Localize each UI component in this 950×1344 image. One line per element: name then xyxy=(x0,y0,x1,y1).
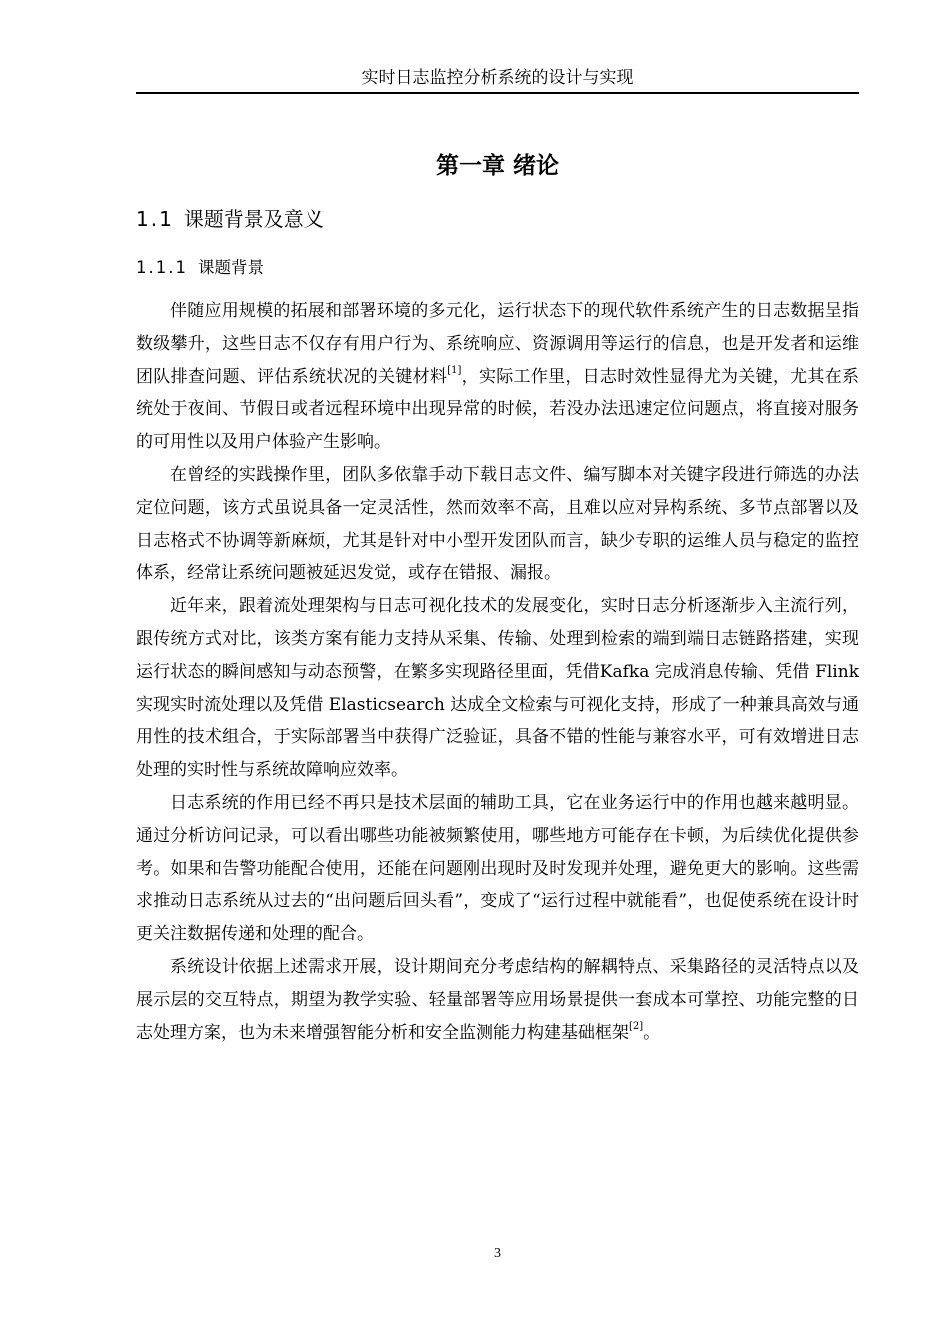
citation-ref[interactable]: [2] xyxy=(629,1020,644,1032)
section-number: 1.1 xyxy=(136,207,174,231)
paragraph-text: 伴随应用规模的拓展和部署环境的多元化，运行状态下的现代软件系统产生的日志数据呈指数级攀升，这些日志不仅存有用户行为、系统响应、资源调用等运行的信息，也是开发者和运维团队排查问题、评估系统状况的关键材料 xyxy=(136,301,859,387)
citation-ref[interactable]: [1] xyxy=(447,364,462,376)
paragraph-4: 日志系统的作用已经不再只是技术层面的辅助工具，它在业务运行中的作用也越来越明显。通过分析访问记录，可以看出哪些功能被频繁使用，哪些地方可能存在卡顿，为后续优化提供参考。如果和告警功能配合使用，还能在问题刚出现时及时发现并处理，避免更大的影响。这些需求推动日志系统从过去的“出问题后回头看”，变成了“运行过程中就能看”，也促使系统在设计时更关注数据传递和处理的配合。 xyxy=(136,792,859,945)
subsection-heading xyxy=(136,256,264,280)
paragraph-3: 近年来，跟着流处理架构与日志可视化技术的发展变化，实时日志分析逐渐步入主流行列，跟传统方式对比，该类方案有能力支持从采集、传输、处理到检索的端到端日志链路搭建，实现运行状态的瞬间感知与动态预警，在繁多实现路径里面，凭借Kafka 完成消息传输、凭借 Flink 实现实时流处理以及凭借 Elasticsearch 达成全文检索与可视化支持，形成了一种兼具高效与通用性的技术组合，于实际部署当中获得广泛验证，具备不错的性能与兼容水平，可有效增进日志处理的实时性与系统故障响应效率。 xyxy=(136,596,859,781)
paragraph-text: 。 xyxy=(643,1022,661,1043)
chapter-title: 第一章 绪论 xyxy=(435,153,559,179)
paragraph-2: 在曾经的实践操作里，团队多依靠手动下载日志文件、编写脚本对关键字段进行筛选的办法定位问题，该方式虽说具备一定灵活性，然而效率不高，且难以应对异构系统、多节点部署以及日志格式不协调等新麻烦，尤其是针对中小型开发团队而言，缺少专职的运维人员与稳定的监控体系，经常让系统问题被延迟发觉，或存在错报、漏报。 xyxy=(136,464,859,584)
subsection-number: 1.1.1 xyxy=(136,258,188,277)
paragraph-5 xyxy=(136,951,859,1049)
page-number: 3 xyxy=(494,1246,501,1261)
header-rule xyxy=(136,92,859,94)
section-heading xyxy=(136,205,324,233)
running-header: 实时日志监控分析系统的设计与实现 xyxy=(361,68,634,88)
paragraph-text: ，实际工作里，日志时效性显得尤为关键，尤其在系统处于夜间、节假日或者远程环境中出现异常的时候，若没办法迅速定位问题点，将直接对服务的可用性以及用户体验产生影响。 xyxy=(136,366,860,453)
body-text xyxy=(136,295,859,1049)
paragraph-1 xyxy=(136,295,859,459)
paragraph-text: 系统设计依据上述需求开展，设计期间充分考虑结构的解耦特点、采集路径的灵活特点以及展示层的交互特点，期望为教学实验、轻量部署等应用场景提供一套成本可掌控、功能完整的日志处理方案，也为未来增强智能分析和安全监测能力构建基础框架 xyxy=(136,956,859,1043)
subsection-title: 课题背景 xyxy=(197,258,264,277)
section-title: 课题背景及意义 xyxy=(183,207,324,231)
